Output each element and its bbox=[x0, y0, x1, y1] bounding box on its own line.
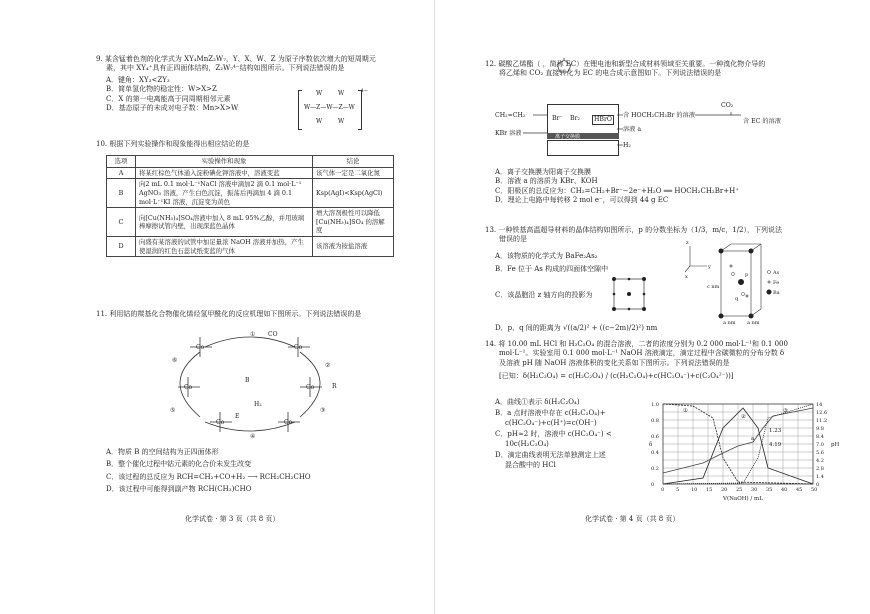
q11-option-b: B．整个催化过程中钴元素的化合价未发生改变 bbox=[106, 460, 252, 469]
hbro-label: HBrO bbox=[592, 115, 614, 125]
q14-line: 及溶液 pH 随 NaOH 溶液体积的变化关系如下图所示。下列说法错误的是 bbox=[499, 358, 730, 367]
x-tick-label: 45 bbox=[796, 487, 803, 493]
table-cell: 该气体一定是二氧化氮 bbox=[313, 167, 394, 179]
z2w7-structure bbox=[298, 90, 368, 130]
table-cell: 增大溶剂极性可以降低[Cu(NH₃)₄]SO₄ 的溶解度 bbox=[313, 208, 394, 237]
table-cell: C bbox=[107, 208, 136, 237]
br2-label: Br₂ bbox=[570, 115, 580, 122]
y-left-tick-label: 1.0 bbox=[651, 402, 659, 408]
a-length-label: a nm bbox=[747, 320, 760, 326]
point-p-label: p bbox=[745, 272, 749, 278]
cobalt-label: Co bbox=[196, 344, 205, 351]
q12-option-d: D．理论上电路中每转移 2 mol e⁻，可以得到 44 g EC bbox=[495, 196, 669, 205]
product1-label: 含 HOCH₂CH₂Br 的溶液 bbox=[623, 112, 695, 119]
legend-fe: Fe bbox=[773, 280, 780, 286]
y-right-axis-label: pH bbox=[831, 442, 840, 448]
curve-2-label: ② bbox=[741, 414, 746, 420]
q9-option-a: A．键角：XY₃<ZY₃ bbox=[106, 75, 170, 84]
x-tick-label: 10 bbox=[691, 487, 698, 493]
structure-atom: W bbox=[316, 90, 323, 97]
q12-line: 将乙烯和 CO₂ 直接转化为 EC 的电合成示意图如下。下列说法错误的是 bbox=[499, 69, 722, 78]
h2-label: H₂ bbox=[623, 142, 631, 149]
table-cell: 向盛有某溶液的试管中加足量浓 NaOH 溶液并加热，产生使湿润的红色石蕊试纸变蓝的气体 bbox=[136, 237, 313, 257]
experiment-table bbox=[106, 155, 394, 257]
y-left-tick-label: 0.4 bbox=[651, 450, 659, 456]
question-14 bbox=[485, 340, 788, 382]
table-row bbox=[107, 208, 394, 237]
x-tick-label: 20 bbox=[721, 487, 728, 493]
cobalt-label: Co bbox=[216, 419, 225, 426]
ec-structure-icon bbox=[553, 58, 575, 74]
q14-line: mol·L⁻¹。实验室用 0.1 000 mol·L⁻¹ NaOH 溶液滴定，滴定过程中含碳微粒的分布分数 δ bbox=[499, 349, 785, 358]
x-tick-label: 5 bbox=[676, 487, 680, 493]
table-cell: Ksp(AgI)<Ksp(AgCl) bbox=[313, 179, 394, 208]
electrosynthesis-diagram bbox=[495, 100, 815, 160]
q13-option-a: A．该物质的化学式为 BaFe₂As₂ bbox=[495, 252, 598, 260]
q11-title: 11. 利用钴的羰基化合物催化烯烃氢甲酰化的反应机理如下图所示。下列说法错误的是 bbox=[96, 310, 362, 318]
structure-atom: W bbox=[316, 118, 323, 125]
value-label: 1.23 bbox=[769, 428, 782, 434]
structure-atom: W bbox=[338, 90, 345, 97]
q14-line: 14. 将 10.00 mL HCl 和 H₂C₂O₄ 的混合溶液，二者的浓度分别为 0.2 000 mol·L⁻¹和 0.1 000 bbox=[485, 340, 788, 348]
catalytic-cycle-diagram bbox=[150, 322, 350, 442]
product2-label: 含 EC 的溶液 bbox=[743, 118, 781, 125]
table-cell: B bbox=[107, 179, 136, 208]
kbr-label: KBr 溶液 bbox=[495, 130, 522, 137]
structure-atom: W bbox=[338, 118, 345, 125]
question-14-options bbox=[495, 398, 612, 470]
q9-line: 9. 某含锰着色剂的化学式为 XY₄MnZ₂W₇，Y、X、W、Z 为原子序数依次增大的短周期元 bbox=[96, 55, 376, 63]
crystal-cell-diagram bbox=[685, 236, 785, 326]
q14-option-c: C．pH≈2 时，溶液中 c(HC₂O₄⁻) < bbox=[495, 430, 612, 439]
q12-option-b: B．溶液 a 的溶质为 KBr、KOH bbox=[495, 177, 598, 186]
value-label: 4.19 bbox=[769, 442, 782, 448]
table-cell: D bbox=[107, 237, 136, 257]
y-right-tick-label: 9.8 bbox=[816, 426, 824, 432]
table-row bbox=[107, 179, 394, 208]
q13-option-d: D．p、q 间的距离为 √((a/2)² + ((c−2m)/2)²) nm bbox=[495, 324, 658, 333]
q14-formula: [已知：δ(H₂C₂O₄) = c(H₂C₂O₄) / (c(H₂C₂O₄)+c(HC₂O₄⁻)+c(C₂O₄²⁻))] bbox=[499, 372, 734, 381]
cobalt-label: Co bbox=[306, 384, 315, 391]
axis-x-label: x bbox=[685, 274, 688, 280]
c-length-label: c nm bbox=[707, 284, 720, 290]
q14-option-a: A．曲线①表示 δ(H₂C₂O₄) bbox=[495, 398, 580, 406]
y-left-tick-label: 0.8 bbox=[651, 418, 659, 424]
co-label: CO bbox=[268, 331, 278, 338]
question-12-options bbox=[495, 168, 739, 206]
y-right-tick-label: 0 bbox=[816, 482, 820, 488]
table-header: 选项 bbox=[107, 156, 136, 168]
cycle-label: ③ bbox=[320, 407, 326, 414]
q13-line: 13. 一种铁基高温超导材料的晶体结构如图所示，p 的分数坐标为（1/3，m/c，1/2），下列说法 bbox=[485, 226, 783, 234]
titration-chart bbox=[643, 398, 843, 502]
y-right-tick-label: 4.2 bbox=[816, 458, 824, 464]
cycle-label: ① bbox=[250, 331, 256, 338]
y-left-tick-label: 0.2 bbox=[651, 466, 659, 472]
q12-option-a: A．离子交换膜为阳离子交换膜 bbox=[495, 168, 592, 176]
q9-option-c: C．X 的第一电离能高于同周期相邻元素 bbox=[106, 94, 231, 103]
q11-option-a: A．物质 B 的空间结构为正四面体形 bbox=[106, 448, 219, 456]
a-length-label: a nm bbox=[723, 320, 736, 326]
question-9 bbox=[96, 55, 426, 114]
page-footer: 化学试卷 · 第 3 页（共 8 页） bbox=[185, 515, 280, 523]
q11-option-c: C．该过程的总反应为 RCH=CH₂+CO+H₂ ⟶ RCH₂CH₂CHO bbox=[106, 472, 311, 481]
x-tick-label: 0 bbox=[661, 487, 665, 493]
y-right-tick-label: 1.4 bbox=[816, 474, 824, 480]
curve-3-label: ③ bbox=[783, 408, 788, 414]
cobalt-label: Co bbox=[294, 344, 303, 351]
y-left-tick-label: 0.6 bbox=[651, 434, 659, 440]
y-right-tick-label: 7.0 bbox=[816, 442, 824, 448]
question-11-title bbox=[96, 310, 361, 319]
q12-line: 12. 碳酸乙烯酯（ ，简称 EC）在锂电池和新型合成材料领域至关重要。一种溴化物介导的 bbox=[485, 60, 766, 68]
cycle-label: ⑥ bbox=[172, 357, 178, 364]
x-tick-label: 25 bbox=[736, 487, 743, 493]
co2-label: CO₂ bbox=[721, 102, 734, 109]
solution-a-label: 溶液 a bbox=[623, 126, 642, 133]
x-tick-label: 50 bbox=[811, 487, 818, 493]
table-cell: 向2 mL 0.1 mol·L⁻¹NaCl 溶液中滴加2 滴 0.1 mol·L⁻¹ AgNO₃ 溶液，产生白色沉淀，振荡后再滴加 4 滴 0.1 mol·L⁻¹KI 溶液，沉淀变为黄色 bbox=[136, 179, 313, 208]
axis-y-label: y bbox=[708, 264, 711, 270]
ethylene-label: CH₂=CH₂ bbox=[495, 112, 526, 119]
table-cell: 将某红棕色气体通入淀粉碘化钾溶液中，溶液变蓝 bbox=[136, 167, 313, 179]
y-left-axis-label: δ bbox=[649, 442, 653, 448]
q9-line: 素，其中 XY₄⁺具有正四面体结构，Z₂W₇⁴⁻结构如图所示。下列说法错误的是 bbox=[106, 64, 345, 73]
curve-1-label: ① bbox=[683, 408, 688, 414]
table-cell: 向[Cu(NH₃)₄]SO₄溶液中加入 8 mL 95%乙醇，并用玻璃棒摩擦试管内壁，出现深蓝色晶体 bbox=[136, 208, 313, 237]
y-right-tick-label: 14 bbox=[816, 402, 823, 408]
y-left-tick-label: 0 bbox=[651, 482, 655, 488]
cobalt-label: Co bbox=[184, 384, 193, 391]
cycle-label: ④ bbox=[250, 433, 256, 440]
y-right-tick-label: 5.6 bbox=[816, 450, 824, 456]
q14-option-b-cont: c(HC₂O₄⁻)+c(H⁺)=c(OH⁻) bbox=[505, 418, 597, 427]
table-header: 结论 bbox=[313, 156, 394, 168]
x-tick-label: 15 bbox=[706, 487, 713, 493]
table-cell: 该溶液为铵盐溶液 bbox=[313, 237, 394, 257]
species-b-label: B bbox=[245, 377, 250, 384]
legend-as: As bbox=[773, 270, 780, 276]
q13-line: 错误的是 bbox=[499, 235, 527, 244]
table-cell: A bbox=[107, 167, 136, 179]
page-footer: 化学试卷 · 第 4 页（共 8 页） bbox=[585, 515, 680, 523]
q12-option-c: C．阳极区的总反应为：CH₂=CH₂+Br⁻−2e⁻+H₂O ══ HOCH₂CH₂Br+H⁺ bbox=[495, 186, 739, 195]
q10-title: 10. 根据下列实验操作和现象能得出相应结论的是 bbox=[96, 140, 250, 148]
q11-option-d: D．该过程中可能得到副产物 RCH(CH₃)CHO bbox=[106, 485, 252, 494]
q14-option-b: B．a 点时溶液中存在 c(H₂C₂O₄)+ bbox=[495, 409, 606, 418]
membrane-label: 离子交换膜 bbox=[555, 134, 581, 140]
diagram-arrows bbox=[495, 100, 815, 160]
table-row bbox=[107, 237, 394, 257]
table-row bbox=[107, 167, 394, 179]
cobalt-label: Co bbox=[284, 419, 293, 426]
species-e-label: E bbox=[235, 413, 240, 420]
br-ion-label: Br⁻ bbox=[552, 115, 563, 122]
projection-grid bbox=[610, 275, 650, 315]
y-right-tick-label: 8.4 bbox=[816, 434, 824, 440]
x-axis-label: V(NaOH) / mL bbox=[723, 496, 763, 502]
x-tick-label: 30 bbox=[751, 487, 758, 493]
question-11-options bbox=[106, 448, 311, 495]
x-tick-label: 40 bbox=[781, 487, 788, 493]
axis-z-label: z bbox=[686, 240, 689, 246]
r-label: R bbox=[332, 383, 337, 390]
structure-charge: 4− bbox=[360, 88, 368, 94]
q9-option-b: B．简单氢化物的稳定性：W>X>Z bbox=[106, 85, 217, 94]
q13-option-c: C．该晶胞沿 z 轴方向的投影为 bbox=[495, 290, 593, 299]
question-12 bbox=[485, 60, 765, 79]
x-tick-label: 35 bbox=[766, 487, 773, 493]
h2-label: H₂ bbox=[254, 401, 262, 408]
legend-ba: Ba bbox=[773, 290, 780, 296]
y-right-tick-label: 2.8 bbox=[816, 466, 824, 472]
question-10-title bbox=[96, 140, 249, 149]
q13-option-b: B．Fe 位于 As 构成的四面体空隙中 bbox=[495, 265, 609, 274]
point-q-label: q bbox=[735, 296, 739, 302]
cycle-label: ② bbox=[325, 362, 331, 369]
cycle-label: ⑤ bbox=[170, 407, 176, 414]
q14-option-c-cont: 10c(H₂C₂O₄) bbox=[505, 439, 549, 448]
y-right-tick-label: 12.6 bbox=[816, 410, 828, 416]
q14-option-d: D．滴定曲线表明无法单独测定上述 bbox=[495, 451, 606, 460]
q9-option-d: D．基态原子的未成对电子数：Mn>X>W bbox=[106, 104, 239, 113]
structure-chain: W—Z—W—Z—W bbox=[304, 104, 355, 111]
q14-option-d-cont: 混合酸中的 HCl bbox=[505, 460, 556, 469]
table-header: 实验操作和现象 bbox=[136, 156, 313, 168]
right-page bbox=[435, 0, 870, 614]
y-right-tick-label: 11.2 bbox=[816, 418, 828, 424]
point-a-label: a bbox=[751, 436, 755, 442]
